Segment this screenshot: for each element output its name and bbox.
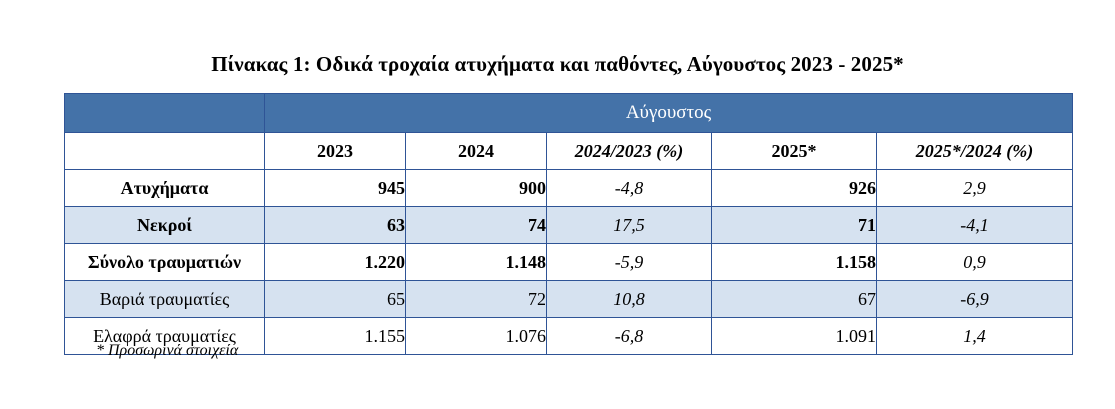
row-label-seriously-injured: Βαριά τραυματίες	[65, 281, 265, 318]
table-row	[65, 244, 1073, 281]
cell-slightly-injured-2025-2024-pct: 1,4	[877, 318, 1073, 355]
cell-seriously-injured-2023: 65	[265, 281, 406, 318]
cell-seriously-injured-2025: 67	[712, 281, 877, 318]
cell-slightly-injured-2024-2023-pct: -6,8	[547, 318, 712, 355]
cell-accidents-2024-2023-pct: -4,8	[547, 170, 712, 207]
cell-slightly-injured-2023: 1.155	[265, 318, 406, 355]
cell-total-injured-2023: 1.220	[265, 244, 406, 281]
row-label-slightly-injured: Ελαφρά τραυματίες	[65, 318, 265, 355]
column-header-2025: 2025*	[712, 133, 877, 170]
table-header-columns-row	[65, 133, 1073, 170]
page-title: Πίνακας 1: Οδικά τροχαία ατυχήματα και παθόντες, Αύγουστος 2023 - 2025*	[211, 52, 904, 76]
table-footnote: * Προσωρινά στοιχεία	[96, 342, 239, 359]
cell-total-injured-2024-2023-pct: -5,9	[547, 244, 712, 281]
table-row	[65, 207, 1073, 244]
cell-total-injured-2024: 1.148	[406, 244, 547, 281]
cell-accidents-2024: 900	[406, 170, 547, 207]
row-label-fatalities: Νεκροί	[65, 207, 265, 244]
row-label-accidents: Ατυχήματα	[65, 170, 265, 207]
cell-slightly-injured-2024: 1.076	[406, 318, 547, 355]
cell-accidents-2023: 945	[265, 170, 406, 207]
table-header-group-row	[65, 94, 1073, 133]
table-row	[65, 281, 1073, 318]
cell-fatalities-2023: 63	[265, 207, 406, 244]
cell-total-injured-2025: 1.158	[712, 244, 877, 281]
table-header	[65, 94, 1073, 170]
cell-fatalities-2025-2024-pct: -4,1	[877, 207, 1073, 244]
column-header-2024-2023-pct: 2024/2023 (%)	[547, 133, 712, 170]
table-container	[64, 93, 1072, 355]
table-corner-cell	[65, 94, 265, 133]
cell-seriously-injured-2024: 72	[406, 281, 547, 318]
column-header-2023: 2023	[265, 133, 406, 170]
cell-total-injured-2025-2024-pct: 0,9	[877, 244, 1073, 281]
cell-fatalities-2024-2023-pct: 17,5	[547, 207, 712, 244]
table-body	[65, 170, 1073, 355]
cell-seriously-injured-2025-2024-pct: -6,9	[877, 281, 1073, 318]
row-label-header	[65, 133, 265, 170]
column-header-2024: 2024	[406, 133, 547, 170]
row-label-total-injured: Σύνολο τραυματιών	[65, 244, 265, 281]
cell-seriously-injured-2024-2023-pct: 10,8	[547, 281, 712, 318]
cell-accidents-2025: 926	[712, 170, 877, 207]
road-accidents-table	[64, 93, 1073, 355]
table-row	[65, 170, 1073, 207]
column-header-2025-2024-pct: 2025*/2024 (%)	[877, 133, 1073, 170]
cell-fatalities-2024: 74	[406, 207, 547, 244]
cell-slightly-injured-2025: 1.091	[712, 318, 877, 355]
cell-fatalities-2025: 71	[712, 207, 877, 244]
group-header-month: Αύγουστος	[265, 94, 1073, 133]
cell-accidents-2025-2024-pct: 2,9	[877, 170, 1073, 207]
